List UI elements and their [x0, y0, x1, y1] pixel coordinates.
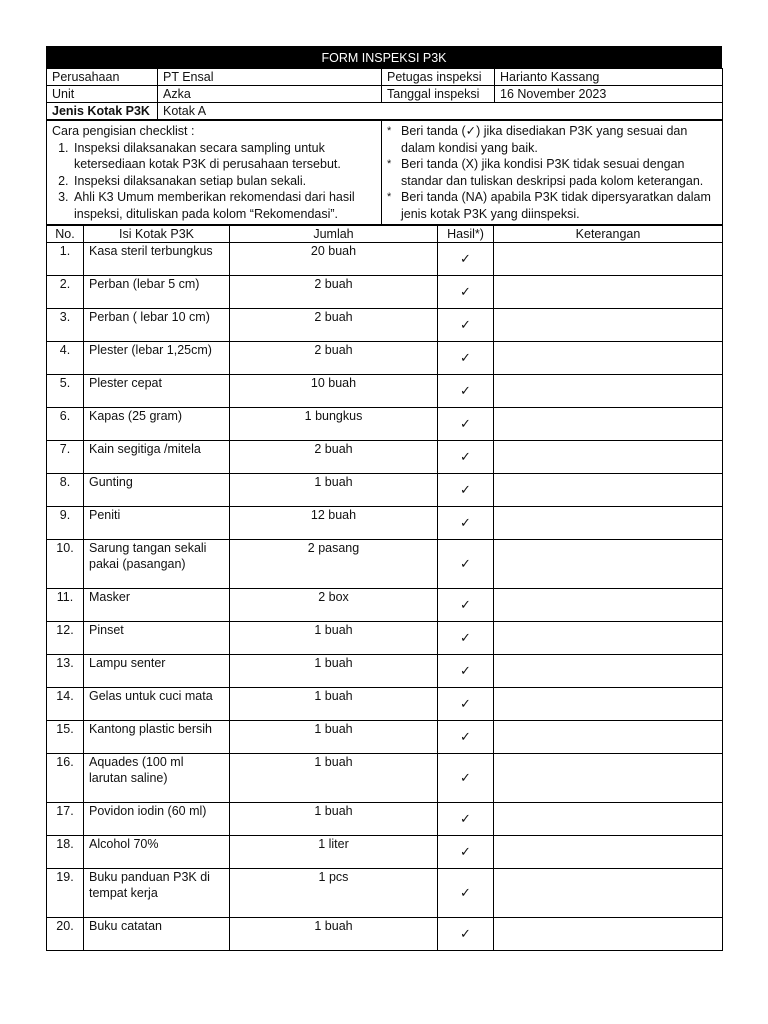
item-no: 7. [47, 441, 84, 474]
item-qty: 1 pcs [230, 869, 438, 918]
form-title: FORM INSPEKSI P3K [46, 46, 722, 68]
item-result-check: ✓ [438, 243, 494, 276]
item-qty: 2 buah [230, 342, 438, 375]
item-result-check: ✓ [438, 622, 494, 655]
item-no: 16. [47, 754, 84, 803]
table-row [47, 375, 723, 408]
item-name: Alcohol 70% [84, 836, 230, 869]
items-table [46, 225, 723, 951]
item-qty: 10 buah [230, 375, 438, 408]
item-name: Kapas (25 gram) [84, 408, 230, 441]
item-no: 12. [47, 622, 84, 655]
col-header-result: Hasil*) [438, 226, 494, 243]
company-label: Perusahaan [47, 69, 158, 86]
item-no: 9. [47, 507, 84, 540]
item-result-check: ✓ [438, 309, 494, 342]
item-no: 13. [47, 655, 84, 688]
item-note [494, 754, 723, 803]
item-name: Lampu senter [84, 655, 230, 688]
table-row [47, 918, 723, 951]
item-qty: 1 buah [230, 655, 438, 688]
item-no: 2. [47, 276, 84, 309]
items-body [47, 243, 723, 951]
item-name: Kasa steril terbungkus [84, 243, 230, 276]
item-qty: 1 buah [230, 688, 438, 721]
item-name: Perban (lebar 5 cm) [84, 276, 230, 309]
item-result-check: ✓ [438, 655, 494, 688]
item-no: 3. [47, 309, 84, 342]
item-qty: 20 buah [230, 243, 438, 276]
table-row [47, 688, 723, 721]
instructions-steps-cell [47, 121, 382, 225]
item-note [494, 309, 723, 342]
table-row [47, 243, 723, 276]
header-table [46, 68, 723, 120]
item-note [494, 721, 723, 754]
item-name: Kantong plastic bersih [84, 721, 230, 754]
instructions-title: Cara pengisian checklist : [52, 124, 195, 138]
item-name: Buku catatan [84, 918, 230, 951]
unit-label: Unit [47, 86, 158, 103]
date-value: 16 November 2023 [495, 86, 723, 103]
item-result-check: ✓ [438, 375, 494, 408]
unit-value: Azka [158, 86, 382, 103]
item-result-check: ✓ [438, 803, 494, 836]
item-name: Peniti [84, 507, 230, 540]
table-row [47, 474, 723, 507]
item-note [494, 688, 723, 721]
item-note [494, 918, 723, 951]
item-qty: 1 liter [230, 836, 438, 869]
item-qty: 2 buah [230, 276, 438, 309]
item-note [494, 474, 723, 507]
table-row [47, 836, 723, 869]
item-result-check: ✓ [438, 474, 494, 507]
item-no: 8. [47, 474, 84, 507]
item-no: 14. [47, 688, 84, 721]
instruction-step: 2. Inspeksi dilaksanakan setiap bulan sekali. [72, 173, 376, 190]
item-no: 1. [47, 243, 84, 276]
p3k-inspection-form [46, 46, 722, 951]
instructions-marks [387, 123, 717, 222]
item-name: Sarung tangan sekali pakai (pasangan) [84, 540, 230, 589]
item-result-check: ✓ [438, 754, 494, 803]
item-name: Pinset [84, 622, 230, 655]
item-note [494, 375, 723, 408]
instruction-step: 1. Inspeksi dilaksanakan secara sampling untuk ketersediaan kotak P3K di perusahaan tersebut. [72, 140, 376, 173]
item-result-check: ✓ [438, 276, 494, 309]
item-qty: 1 buah [230, 721, 438, 754]
inspector-value: Harianto Kassang [495, 69, 723, 86]
item-note [494, 622, 723, 655]
mark-rule: * Beri tanda (✓) jika disediakan P3K yang sesuai dan dalam kondisi yang baik. [387, 123, 717, 156]
item-result-check: ✓ [438, 721, 494, 754]
item-qty: 2 pasang [230, 540, 438, 589]
item-qty: 1 buah [230, 474, 438, 507]
item-note [494, 655, 723, 688]
item-qty: 12 buah [230, 507, 438, 540]
item-note [494, 243, 723, 276]
item-name: Povidon iodin (60 ml) [84, 803, 230, 836]
item-name: Gelas untuk cuci mata [84, 688, 230, 721]
header-row-unit [47, 86, 723, 103]
company-value: PT Ensal [158, 69, 382, 86]
items-header-row [47, 226, 723, 243]
table-row [47, 276, 723, 309]
item-no: 6. [47, 408, 84, 441]
item-result-check: ✓ [438, 688, 494, 721]
item-note [494, 540, 723, 589]
table-row [47, 869, 723, 918]
item-qty: 1 buah [230, 918, 438, 951]
table-row [47, 507, 723, 540]
item-no: 10. [47, 540, 84, 589]
table-row [47, 622, 723, 655]
instructions-steps [52, 140, 376, 223]
date-label: Tanggal inspeksi [382, 86, 495, 103]
item-qty: 2 box [230, 589, 438, 622]
item-qty: 1 bungkus [230, 408, 438, 441]
box-type-value: Kotak A [158, 103, 723, 120]
item-name: Kain segitiga /mitela [84, 441, 230, 474]
item-qty: 1 buah [230, 754, 438, 803]
item-result-check: ✓ [438, 589, 494, 622]
table-row [47, 540, 723, 589]
header-row-box-type [47, 103, 723, 120]
table-row [47, 441, 723, 474]
item-no: 4. [47, 342, 84, 375]
item-result-check: ✓ [438, 918, 494, 951]
item-name: Plester (lebar 1,25cm) [84, 342, 230, 375]
item-name: Masker [84, 589, 230, 622]
col-header-item: Isi Kotak P3K [84, 226, 230, 243]
table-row [47, 803, 723, 836]
instruction-step: 3. Ahli K3 Umum memberikan rekomendasi dari hasil inspeksi, dituliskan pada kolom “Rekomendasi”. [72, 189, 376, 222]
item-no: 19. [47, 869, 84, 918]
item-note [494, 441, 723, 474]
item-result-check: ✓ [438, 540, 494, 589]
table-row [47, 721, 723, 754]
item-result-check: ✓ [438, 836, 494, 869]
item-no: 15. [47, 721, 84, 754]
item-note [494, 408, 723, 441]
item-result-check: ✓ [438, 507, 494, 540]
item-result-check: ✓ [438, 408, 494, 441]
item-name: Perban ( lebar 10 cm) [84, 309, 230, 342]
box-type-label: Jenis Kotak P3K [47, 103, 158, 120]
item-note [494, 869, 723, 918]
item-no: 17. [47, 803, 84, 836]
item-note [494, 342, 723, 375]
table-row [47, 408, 723, 441]
table-row [47, 589, 723, 622]
item-qty: 2 buah [230, 441, 438, 474]
item-name: Gunting [84, 474, 230, 507]
item-name: Buku panduan P3K di tempat kerja [84, 869, 230, 918]
item-no: 5. [47, 375, 84, 408]
item-name: Aquades (100 ml larutan saline) [84, 754, 230, 803]
item-qty: 2 buah [230, 309, 438, 342]
col-header-no: No. [47, 226, 84, 243]
item-no: 11. [47, 589, 84, 622]
col-header-qty: Jumlah [230, 226, 438, 243]
item-note [494, 836, 723, 869]
table-row [47, 655, 723, 688]
mark-rule: * Beri tanda (NA) apabila P3K tidak dipersyaratkan dalam jenis kotak P3K yang diinspeksi. [387, 189, 717, 222]
item-qty: 1 buah [230, 622, 438, 655]
item-qty: 1 buah [230, 803, 438, 836]
mark-rule: * Beri tanda (X) jika kondisi P3K tidak sesuai dengan standar dan tuliskan deskripsi pada kolom keterangan. [387, 156, 717, 189]
item-no: 18. [47, 836, 84, 869]
instructions-marks-cell [382, 121, 723, 225]
item-no: 20. [47, 918, 84, 951]
item-result-check: ✓ [438, 342, 494, 375]
item-result-check: ✓ [438, 441, 494, 474]
instructions-table [46, 120, 723, 225]
table-row [47, 309, 723, 342]
item-note [494, 803, 723, 836]
table-row [47, 754, 723, 803]
item-name: Plester cepat [84, 375, 230, 408]
col-header-note: Keterangan [494, 226, 723, 243]
table-row [47, 342, 723, 375]
header-row-company [47, 69, 723, 86]
item-result-check: ✓ [438, 869, 494, 918]
item-note [494, 507, 723, 540]
item-note [494, 276, 723, 309]
inspector-label: Petugas inspeksi [382, 69, 495, 86]
item-note [494, 589, 723, 622]
